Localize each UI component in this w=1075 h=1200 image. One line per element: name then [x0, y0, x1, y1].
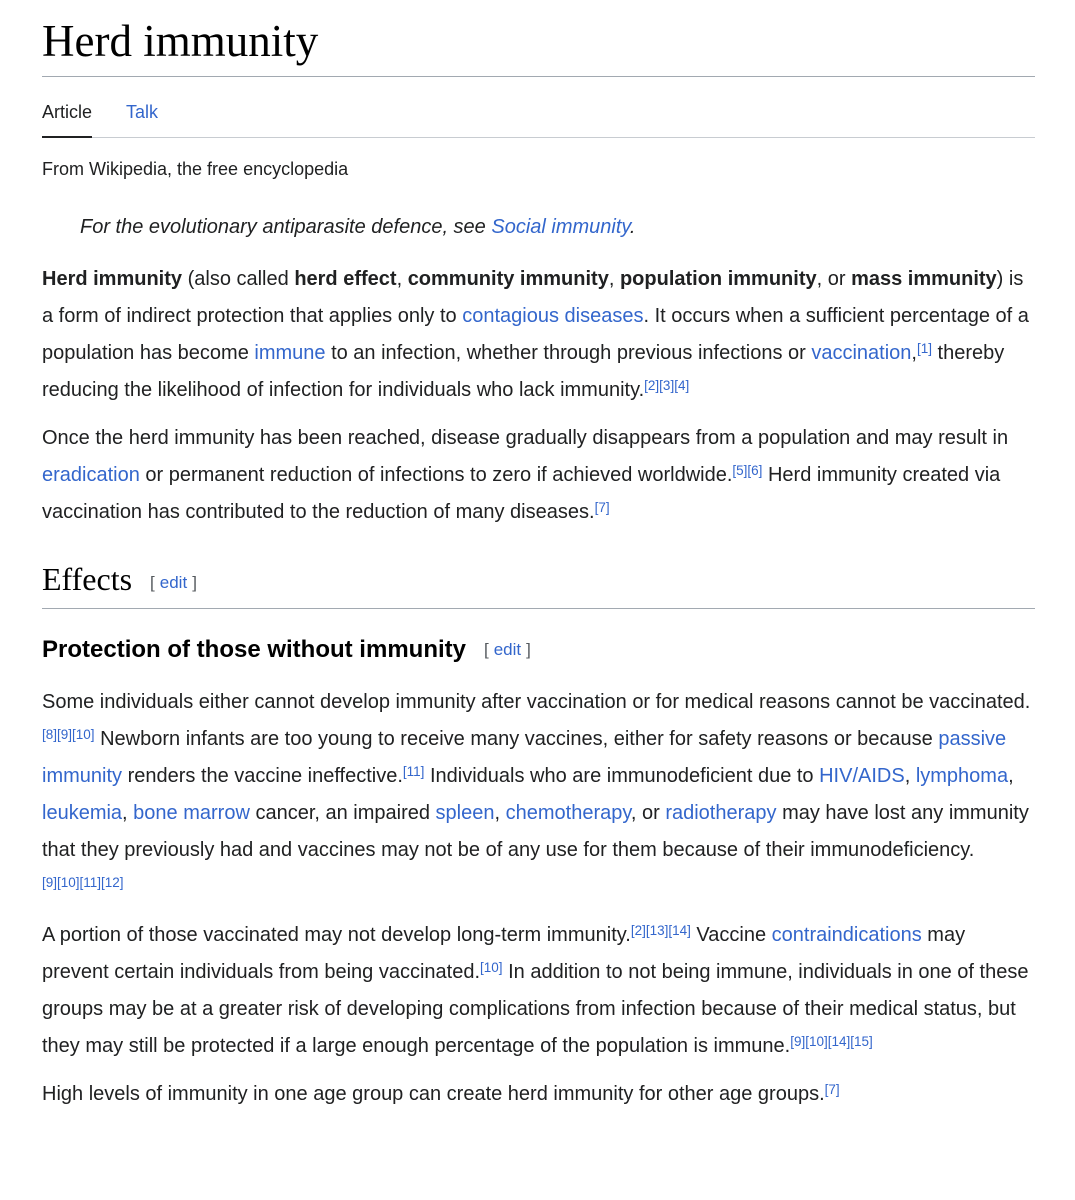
wiki-link[interactable]: contraindications — [771, 924, 922, 947]
edit-link[interactable]: edit — [159, 573, 188, 593]
reference-link[interactable]: [5][6] — [732, 462, 763, 478]
protection-paragraph-2: A portion of those vaccinated may not develop long-term immunity.[2][13][14] Vaccine contraindications may prevent certain individuals from being vaccinated.[10] In addition to not being immune, individuals in one of these groups may be at a greater risk of developing complications from infection because of their medical status, but they may still be protected if a large enough percentage of the population is immune.[9][10][14][15] — [42, 922, 1029, 1058]
intro-paragraph-2: Once the herd immunity has been reached, disease gradually disappears from a population and may result in eradication or permanent reduction of infections to zero if achieved worldwide.[5][6] Herd immunity created via vaccination has contributed to the reduction of many diseases.[7] — [42, 427, 1009, 524]
section-heading-protection — [42, 636, 1035, 665]
wiki-link[interactable]: lymphoma — [915, 765, 1009, 788]
edit-link[interactable]: edit — [493, 640, 522, 660]
tab-article[interactable]: Article — [42, 93, 92, 138]
bold-term: mass immunity — [851, 268, 997, 291]
wiki-link[interactable]: bone marrow — [133, 802, 250, 825]
reference-link[interactable]: [10] — [480, 959, 503, 975]
reference-link[interactable]: [2][13][14] — [630, 922, 691, 938]
wiki-link[interactable]: vaccination — [811, 342, 912, 365]
reference-link[interactable]: [7] — [824, 1081, 840, 1097]
site-subtitle: From Wikipedia, the free encyclopedia — [42, 158, 349, 179]
tab-bar — [42, 93, 1035, 138]
wiki-link[interactable]: passive immunity — [42, 728, 1007, 788]
protection-paragraph-1: Some individuals either cannot develop immunity after vaccination or for medical reasons cannot be vaccinated.[8][9][10] Newborn infants are too young to receive many vaccines, either for safety reasons or because passive immunity renders the vaccine ineffective.[11] Individuals who are immunodeficient due to HIV/AIDS, lymphoma, leukemia, bone marrow cancer, an impaired spleen, chemotherapy, or radiotherapy may have lost any immunity that they previously had and vaccines may not be of any use for them because of their immunodeficiency.[9][10][11][12] — [42, 691, 1031, 890]
edit-section — [484, 640, 531, 659]
bold-term: herd effect — [294, 268, 397, 291]
tab-talk[interactable]: Talk — [126, 101, 159, 122]
protection-paragraph-3: High levels of immunity in one age group can create herd immunity for other age groups.[7] — [42, 1081, 840, 1106]
bold-term: community immunity — [407, 268, 609, 291]
edit-close-bracket: ] — [192, 573, 197, 593]
edit-close-bracket: ] — [526, 640, 531, 660]
wiki-link[interactable]: immune — [254, 342, 326, 365]
wiki-link[interactable]: leukemia — [42, 802, 123, 825]
page-title: Herd immunity — [42, 0, 1035, 77]
wiki-link[interactable]: HIV/AIDS — [819, 765, 905, 788]
edit-open-bracket: [ — [483, 640, 489, 660]
reference-link[interactable]: [2][3][4] — [644, 377, 690, 393]
wiki-link[interactable]: Social immunity — [491, 216, 630, 239]
wiki-link[interactable]: chemotherapy — [505, 802, 631, 825]
reference-link[interactable]: [9][10][11][12] — [42, 874, 124, 890]
edit-open-bracket: [ — [150, 573, 155, 593]
reference-link[interactable]: [11] — [402, 763, 425, 779]
section-title: Effects — [42, 561, 133, 598]
wiki-link[interactable]: spleen — [435, 802, 495, 825]
reference-link[interactable]: [7] — [594, 499, 610, 515]
bold-term: Herd immunity — [42, 268, 183, 291]
reference-link[interactable]: [9][10][14][15] — [790, 1033, 873, 1049]
reference-link[interactable]: [8][9][10] — [42, 726, 95, 742]
wiki-link[interactable]: radiotherapy — [665, 802, 777, 825]
bold-term: population immunity — [619, 268, 817, 291]
section-heading-effects — [42, 559, 1035, 609]
hatnote: For the evolutionary antiparasite defence, see Social immunity. — [80, 216, 636, 239]
intro-paragraph-1: Herd immunity (also called herd effect, community immunity, population immunity, or mass immunity) is a form of indirect protection that applies only to contagious diseases. It occurs when a sufficient percentage of a population has become immune to an infection, whether through previous infections or vaccination,[1] thereby reducing the likelihood of infection for individuals who lack immunity.[2][3][4] — [42, 268, 1029, 402]
edit-section — [150, 573, 197, 592]
wiki-link[interactable]: eradication — [42, 464, 140, 487]
wiki-link[interactable]: contagious diseases — [462, 305, 644, 328]
section-title: Protection of those without immunity — [42, 636, 466, 664]
reference-link[interactable]: [1] — [916, 340, 932, 356]
